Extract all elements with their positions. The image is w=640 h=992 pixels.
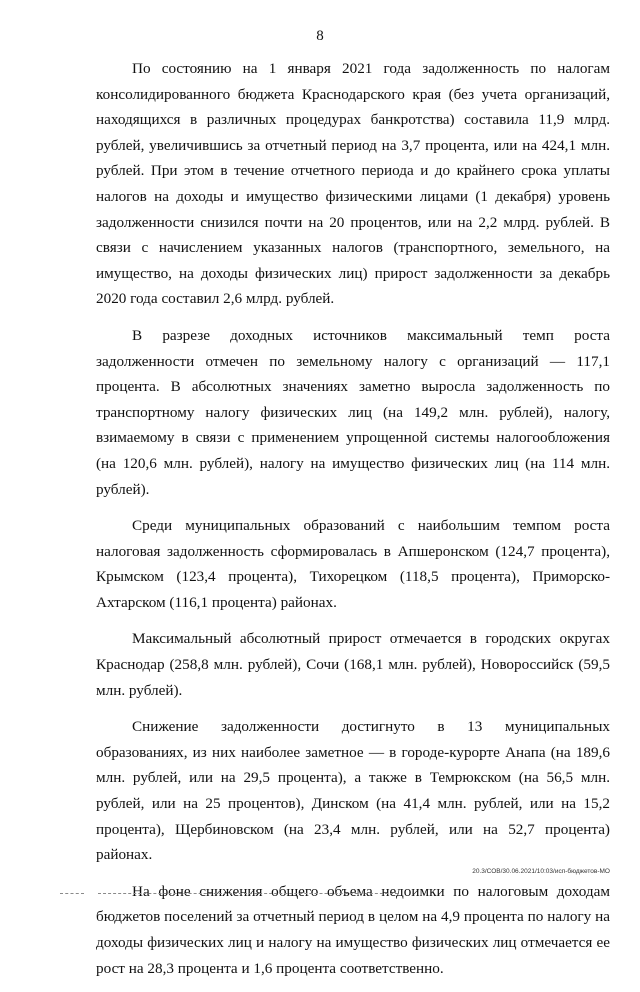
document-footer-code: 20.3/СОВ/30.06.2021/10:03/исп-бюджетов-МО (472, 868, 610, 875)
paragraph-revenue-sources: В разрезе доходных источников максимальный темп роста задолженности отмечен по земельному налогу с организаций — 117,1 процента. В абсолютных значениях заметно выросла задолженность по транспортному налогу физических лиц (на 149,2 млн. рублей), налогу, взимаемому в связи с применением упрощенной системы налогообложения (на 120,6 млн. рублей), налогу на имущество физических лиц (на 114 млн. рублей). (96, 326, 610, 498)
paragraph-absolute-growth: Максимальный абсолютный прирост отмечается в городских округах Краснодар (258,8 млн. рублей), Сочи (168,1 млн. рублей), Новороссийск (59,5 млн. рублей). (96, 630, 610, 699)
scan-artifact-line (60, 893, 84, 894)
document-body (96, 56, 610, 992)
paragraph-debt-reduction: Снижение задолженности достигнуто в 13 муниципальных образованиях, из них наиболее заметное — в городе-курорте Анапа (на 189,6 млн. рублей, или на 29,5 процента), а также в Темрюкском (на 56,5 млн. рублей, или на 25 процентов), Динском (на 41,4 млн. рублей, или на 15,2 процента), Щербиновском (на 23,4 млн. рублей, или на 52,7 процента) районах. (96, 718, 610, 864)
paragraph-settlement-budgets: На фоне снижения общего объема недоимки по налоговым доходам бюджетов поселений за отчетный период в целом на 4,9 процента по налогу на доходы физических лиц и налогу на имущество физических лиц отмечается ее рост на 28,3 процента и 1,6 процента соответственно. (96, 882, 610, 977)
paragraph-tax-debt-summary: По состоянию на 1 января 2021 года задолженность по налогам консолидированного бюджета Краснодарского края (без учета организаций, находящихся в различных процедурах банкротства) составила 11,9 млрд. рублей, увеличившись за отчетный период на 3,7 процента, или на 424,1 млн. рублей. При этом в течение отчетного периода и до крайнего срока уплаты налогов на доходы и имущество физическими лицами (1 декабря) уровень задолженности снизился почти на 20 процентов, или на 2,2 млрд. рублей. В связи с начислением указанных налогов (транспортного, земельного, на имущество, на доходы физических лиц) прирост задолженности за декабрь 2020 года составил 2,6 млрд. рублей. (96, 60, 610, 308)
scan-artifact-line (98, 893, 398, 894)
paragraph-municipal-growth-rate: Среди муниципальных образований с наибольшим темпом роста налоговая задолженность сформировалась в Апшеронском (124,7 процента), Крымском (123,4 процента), Тихорецком (118,5 процента), Приморско-Ахтарском (116,1 процента) районах. (96, 517, 610, 611)
page-number: 8 (316, 28, 324, 44)
